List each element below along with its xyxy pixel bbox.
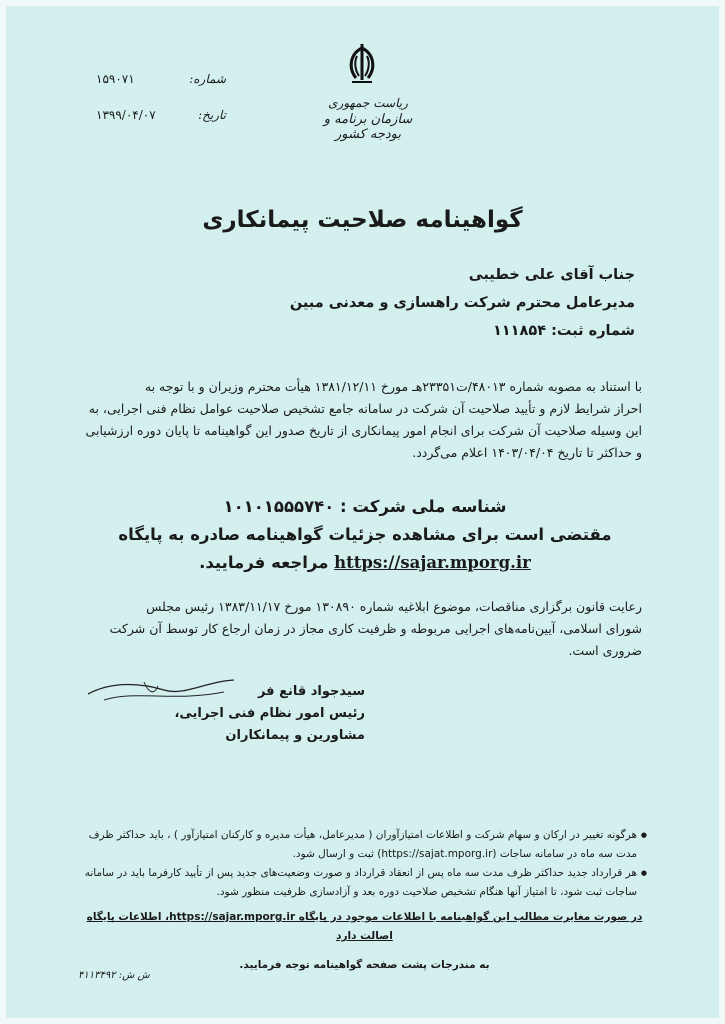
body-line-2: احراز شرایط لازم و تأیید صلاحیت آن شرکت در سامانه جامع تشخیص صلاحیت عوامل نظام فنی اجرایی، به [88,401,642,416]
body-line-4: و حداکثر تا تاریخ ۱۴۰۳/۰۴/۰۴ اعلام می‌گردد. [412,445,642,460]
verify-suffix: مراجعه فرمایید. [199,553,335,572]
signatory-name: سیدجواد قانع فر [257,684,365,699]
back-page-note: به مندرجات پشت صفحه گواهینامه توجه فرمایید. [239,959,490,971]
note-item: ● هر قرارداد جدید حداکثر ظرف مدت سه ماه پس از انعقاد قرارداد و صورت وضعیت‌های جدید پس از تأیید کارفرما باید در سامانه ساجات ثبت شود، تا امتیاز آنها هنگام تشخیص صلاحیت دوره بعد و آزادسازی ظرفیت منظور شود. [82,864,647,902]
number-value: ۱۵۹۰۷۱ [96,72,135,86]
note-item: ● هرگونه تغییر در ارکان و سهام شرکت و اطلاعات امتیازآوران ( مدیرعامل، هیأت مدیره و کارکنان امتیازآور ) ، باید حداکثر ظرف مدت سه ماه در سامانه ساجات (https://sajat.mporg.ir) ثبت و ارسال شود. [82,826,647,864]
compliance-paragraph [82,596,642,662]
serial-number: ش ش: ۴۱۱۳۴۹۲ [78,970,150,981]
letter-meta [96,72,226,144]
addressee-title: مدیرعامل محترم شرکت راهسازی و معدنی مبین [289,295,635,311]
national-id: شناسه ملی شرکت : ۱۰۱۰۱۵۵۵۷۴۰ [223,497,507,516]
body-paragraph [82,376,642,464]
date-value: ۱۳۹۹/۰۴/۰۷ [96,108,156,122]
sajar-link[interactable]: https://sajar.mporg.ir [334,553,531,572]
compliance-line-3: ضروری است. [568,643,642,658]
date-label: تاریخ: [198,108,226,122]
national-id-block [95,493,635,577]
addressee-name: جناب آقای علی خطیبی [468,267,635,283]
authenticity-warning: در صورت مغایرت مطالب این گواهینامه با اطلاعات موجود در پایگاه https://sajar.mporg.ir، اطلاعات پایگاه اصالت دارد [86,911,643,942]
iran-emblem-icon [344,42,380,84]
body-line-3: این وسیله صلاحیت آن شرکت برای انجام امور پیمانکاری از تاریخ صدور این گواهینامه تا پایان دوره ارزشیابی [85,423,642,438]
compliance-line-1: رعایت قانون برگزاری مناقصات، موضوع ابلاغیه شماره ۱۳۰۸۹۰ مورخ ۱۳۸۳/۱۱/۱۷ رئیس مجلس [146,599,642,614]
organization-name [318,96,418,142]
addressee-block [255,261,635,345]
number-label: شماره: [189,72,226,86]
org-line-1: ریاست جمهوری [328,96,408,110]
signatory-block [125,681,365,747]
signatory-position: رئیس امور نظام فنی اجرایی، مشاورین و پیمانکاران [174,706,365,743]
compliance-line-2: شورای اسلامی، آیین‌نامه‌های اجرایی مربوطه و ظرفیت کاری مجاز در زمان ارجاع کار توسط آن شرکت [109,621,642,636]
registration-number: شماره ثبت: ۱۱۱۸۵۴ [492,323,635,339]
org-line-2: سازمان برنامه و بودجه کشور [323,112,413,142]
verify-instruction: مقتضی است برای مشاهده جزئیات گواهینامه صادره به پایگاه [118,525,612,544]
body-line-1: با استناد به مصوبه شماره ۴۸۰۱۳/ت۲۳۳۵۱هـ مورخ ۱۳۸۱/۱۲/۱۱ هیأت محترم وزیران و با توجه به [144,379,642,394]
notes-block [82,826,647,975]
document-title: گواهینامه صلاحیت پیمانکاری [202,207,523,233]
